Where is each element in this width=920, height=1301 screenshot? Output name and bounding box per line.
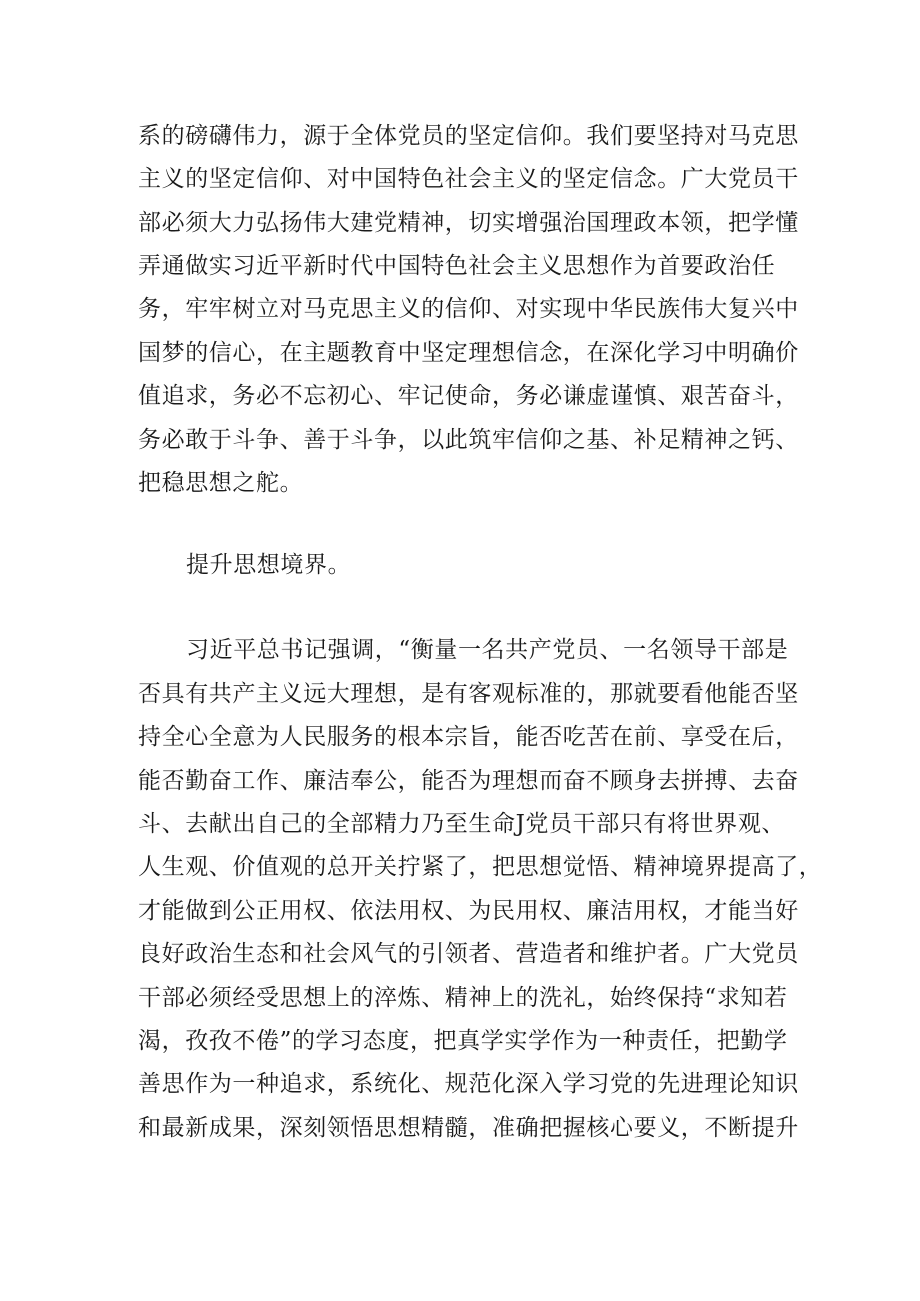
text-line: 干部必须经受思想上的淬炼、精神上的洗礼，始终保持“求知若 — [138, 985, 788, 1011]
text-line: 能否勤奋工作、廉洁奉公，能否为理想而奋不顾身去拼搏、去奋 — [138, 768, 799, 794]
text-line: 和最新成果，深刻领悟思想精髓，准确把握核心要义，不断提升 — [138, 1115, 799, 1141]
text-line: 部必须大力弘扬伟大建党精神，切实增强治国理政本领，把学懂 — [138, 210, 799, 236]
text-line: 国梦的信心，在主题教育中坚定理想信念，在深化学习中明确价 — [138, 340, 799, 366]
text-line: 务，牢牢树立对马克思主义的信仰、对实现中华民族伟大复兴中 — [138, 296, 799, 322]
text-line: 弄通做实习近平新时代中国特色社会主义思想作为首要政治任 — [138, 253, 776, 279]
text-line: 值追求，务必不忘初心、牢记使命，务必谦虚谨慎、艰苦奋斗， — [138, 383, 799, 409]
text-line: 系的磅礴伟力，源于全体党员的坚定信仰。我们要坚持对马克思 — [138, 123, 799, 149]
section-heading: 提升思想境界。 — [186, 552, 352, 578]
text-line: 习近平总书记强调，“衡量一名共产党员、一名领导干部是 — [186, 637, 789, 663]
text-line: 人生观、价值观的总开关拧紧了，把思想觉悟、精神境界提高了， — [138, 854, 823, 880]
text-line: 务必敢于斗争、善于斗争，以此筑牢信仰之基、补足精神之钙、 — [138, 427, 799, 453]
text-line: 才能做到公正用权、依法用权、为民用权、廉洁用权，才能当好 — [138, 898, 799, 924]
text-line: 斗、去献出自己的全部精力乃至生命J党员干部只有将世界观、 — [138, 811, 786, 837]
text-line: 把稳思想之舵。 — [138, 470, 304, 496]
text-line: 否具有共产主义远大理想，是有客观标准的，那就要看他能否坚 — [138, 681, 799, 707]
text-line: 渴，孜孜不倦”的学习态度，把真学实学作为一种责任，把勤学 — [138, 1028, 788, 1054]
text-line: 良好政治生态和社会风气的引领者、营造者和维护者。广大党员 — [138, 941, 799, 967]
text-line: 主义的坚定信仰、对中国特色社会主义的坚定信念。广大党员干 — [138, 166, 799, 192]
text-line: 持全心全意为人民服务的根本宗旨，能否吃苦在前、享受在后， — [138, 724, 799, 750]
text-line: 善思作为一种追求，系统化、规范化深入学习党的先进理论知识 — [138, 1071, 799, 1097]
